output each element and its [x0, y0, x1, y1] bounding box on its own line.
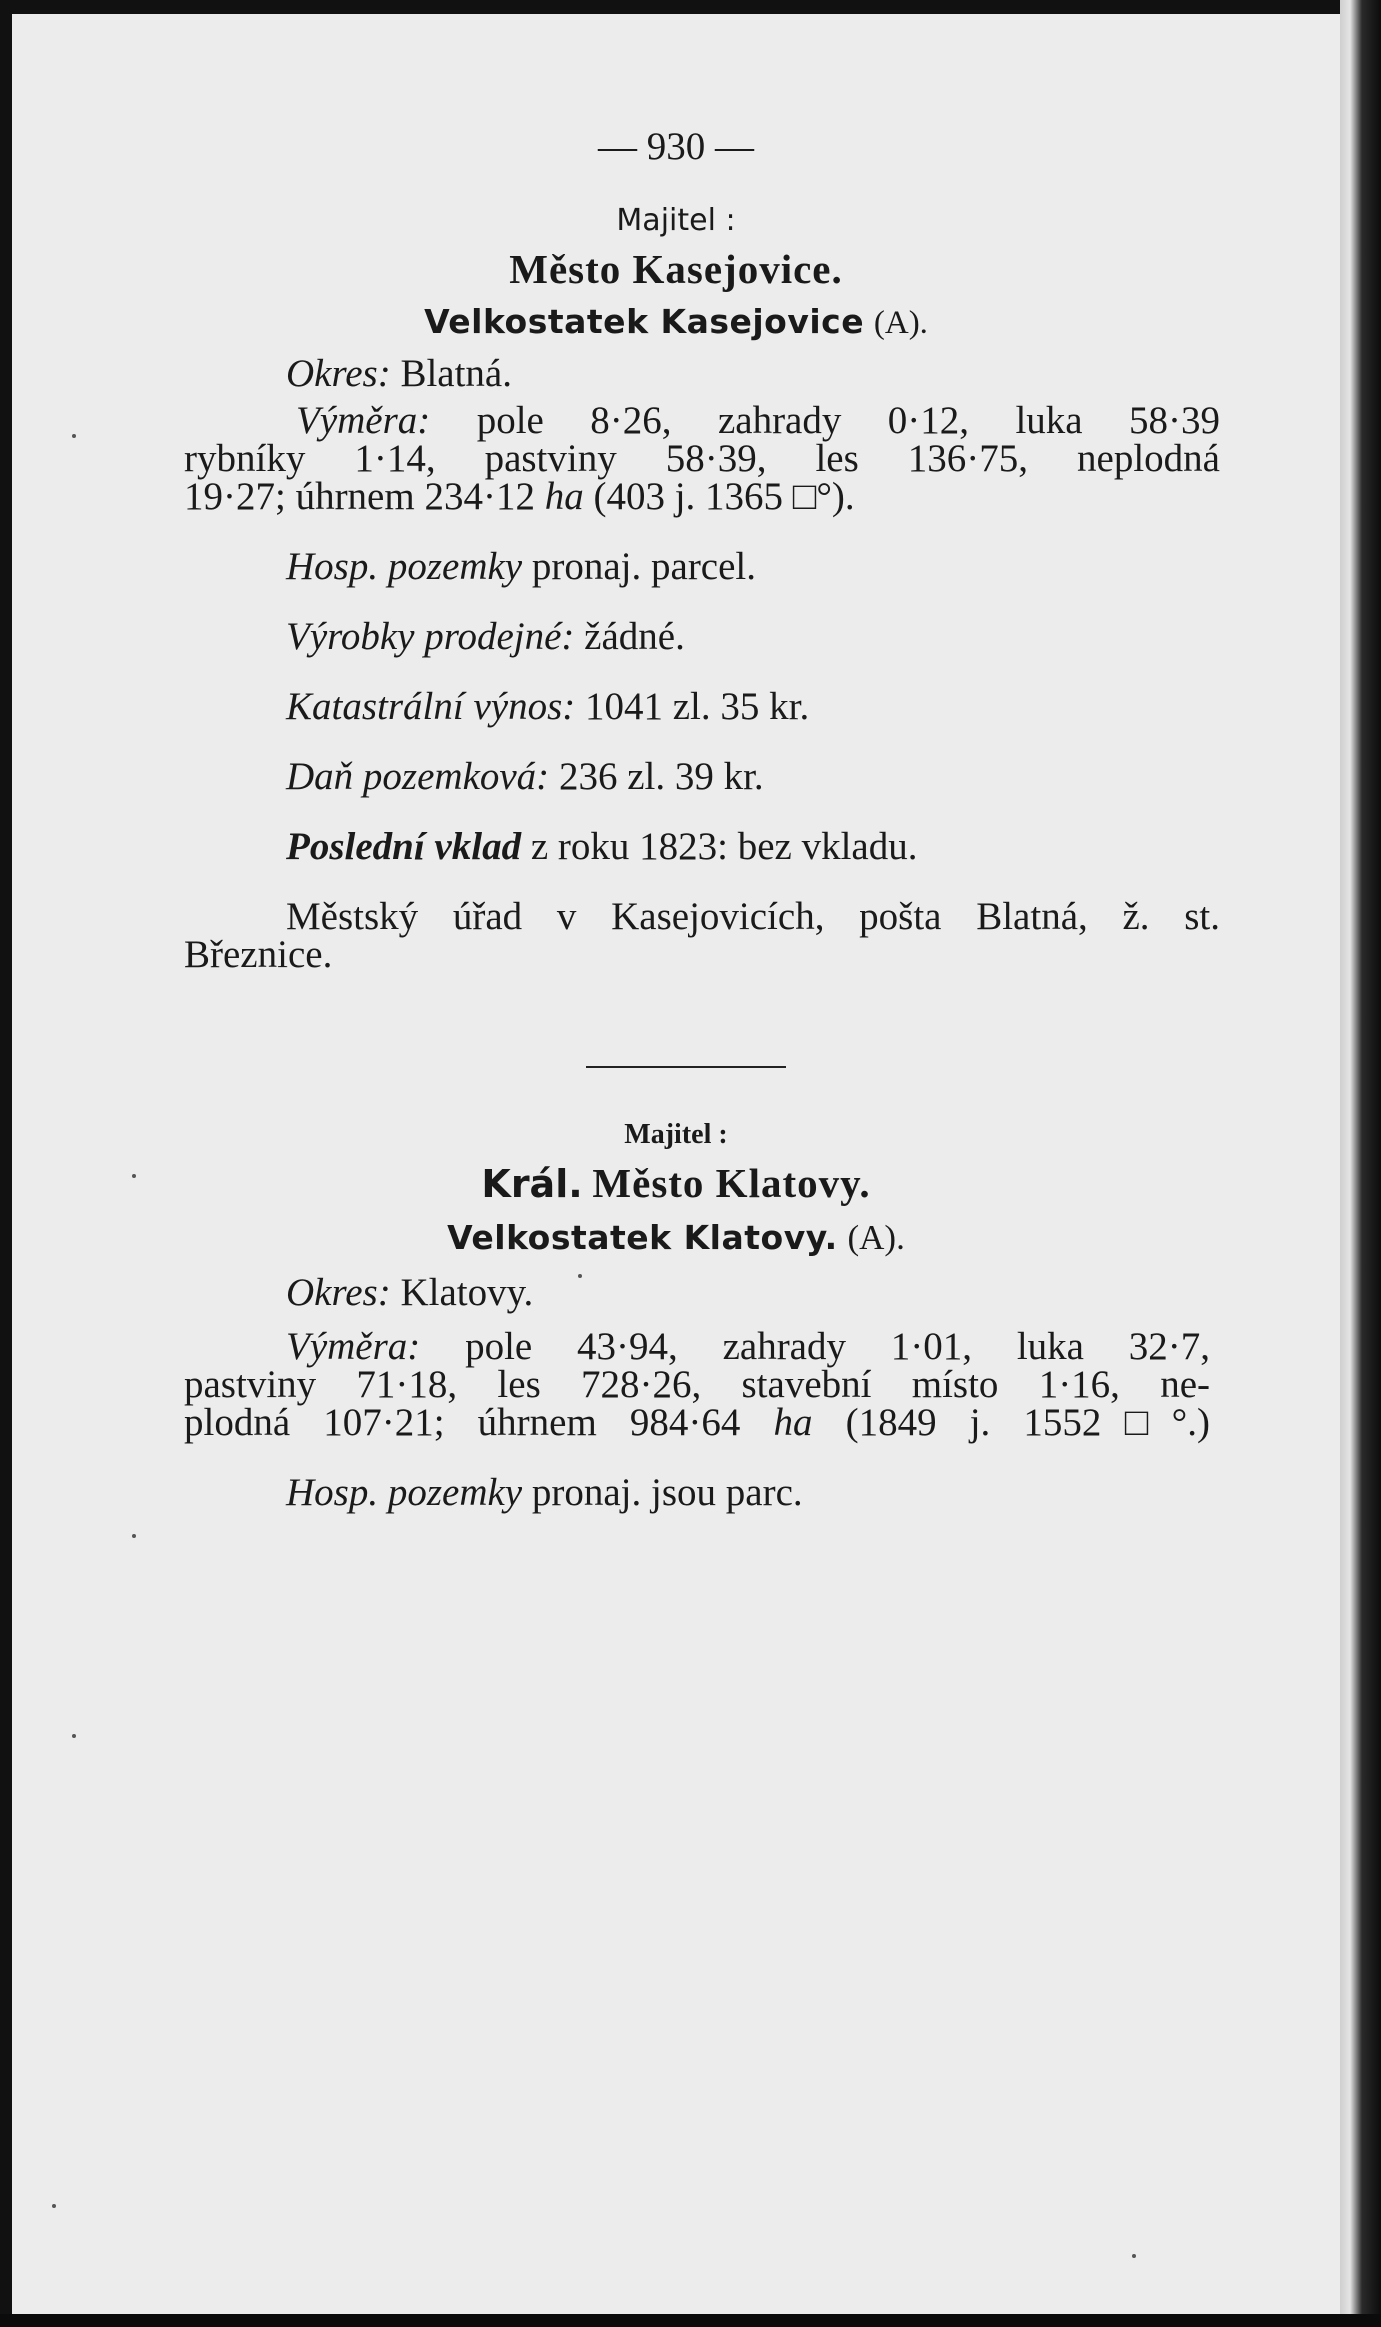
- owner-name: Město Kasejovice.: [509, 246, 843, 292]
- scan-edge-right: [1340, 0, 1381, 2327]
- paper-speck: [132, 1534, 136, 1538]
- area-line-3b-text-2: (1849 j. 1552□°.): [845, 1401, 1211, 1444]
- cadastral-line: [286, 684, 809, 730]
- paper-speck: [578, 1274, 582, 1278]
- area-line-1-text: pole 8·26, zahrady 0·12, luka 58·39: [476, 399, 1221, 442]
- area-label-2: Výměra:: [286, 1325, 421, 1368]
- area-line-3: [184, 474, 855, 520]
- district-value: Blatná.: [400, 352, 512, 395]
- hosp-value: pronaj. parcel.: [531, 545, 757, 588]
- district-value-2: Klatovy.: [400, 1271, 534, 1314]
- area-line-3-text: 19·27; úhrnem 234·12: [184, 475, 535, 518]
- deposit-value: z roku 1823: bez vkladu.: [530, 825, 918, 868]
- area-line-3b-text: (403 j. 1365 □°).: [593, 475, 855, 518]
- hosp-label-2: Hosp. pozemky: [286, 1471, 523, 1514]
- area-unit-2: ha: [773, 1401, 813, 1444]
- paper-speck: [72, 1734, 76, 1738]
- products-line: [286, 614, 685, 660]
- estate-suffix-2: (A).: [847, 1218, 905, 1257]
- office-line-1: Městský úřad v Kasejovicích, pošta Blatná, ž. st.: [286, 895, 1220, 938]
- paper-speck: [52, 2204, 56, 2208]
- area-unit: ha: [544, 475, 584, 518]
- deposit-label: Poslední vklad: [286, 825, 522, 868]
- district-line-2: [286, 1270, 533, 1316]
- page-number: — 930 —: [598, 125, 754, 168]
- paper-speck: [72, 434, 76, 438]
- paper-speck: [132, 1174, 136, 1178]
- scan-edge-bottom: [0, 2314, 1381, 2327]
- hosp-label: Hosp. pozemky: [286, 545, 523, 588]
- products-value: žádné.: [584, 615, 685, 658]
- area-line-3-text-2: plodná 107·21; úhrnem 984·64: [184, 1401, 741, 1444]
- owner-prefix-2: Král.: [481, 1162, 583, 1206]
- district-label-2: Okres:: [286, 1271, 391, 1314]
- tax-label: Daň pozemková:: [286, 755, 550, 798]
- area-line-1-text-2: pole 43·94, zahrady 1·01, luka 32·7,: [465, 1325, 1211, 1368]
- estate-name-2: Velkostatek Klatovy.: [447, 1218, 838, 1257]
- estate-heading-2: [12, 1214, 1340, 1261]
- paper-speck: [1132, 2254, 1136, 2258]
- owner-label: Majitel :: [616, 203, 736, 238]
- owner-label-2: Majitel :: [624, 1119, 728, 1150]
- hosp-value-2: pronaj. jsou parc.: [531, 1471, 803, 1514]
- district-line: [286, 351, 512, 397]
- section-divider: [586, 1066, 786, 1068]
- cadastral-value: 1041 zl. 35 kr.: [585, 685, 810, 728]
- area-line-3-2: [184, 1400, 1210, 1446]
- hosp-line-2: [286, 1470, 803, 1516]
- products-label: Výrobky prodejné:: [286, 615, 575, 658]
- district-label: Okres:: [286, 352, 391, 395]
- tax-value: 236 zl. 39 kr.: [558, 755, 764, 798]
- owner-name-2: Město Klatovy.: [592, 1160, 871, 1206]
- area-line-2-2: pastviny 71·18, les 728·26, stavební místo 1·16, ne-: [184, 1363, 1210, 1406]
- area-label: Výměra:: [296, 399, 431, 442]
- estate-name: Velkostatek Kasejovice: [424, 302, 865, 341]
- document-page: [12, 14, 1340, 2314]
- owner-heading-2: [12, 1160, 1340, 1208]
- area-line-2: rybníky 1·14, pastviny 58·39, les 136·75, neplodná: [184, 437, 1220, 480]
- estate-suffix: (A).: [873, 305, 928, 341]
- deposit-line: [286, 824, 917, 870]
- office-line-2: Březnice.: [184, 933, 333, 976]
- tax-line: [286, 754, 764, 800]
- estate-heading: [12, 298, 1340, 346]
- hosp-line: [286, 544, 756, 590]
- cadastral-label: Katastrální výnos:: [286, 685, 576, 728]
